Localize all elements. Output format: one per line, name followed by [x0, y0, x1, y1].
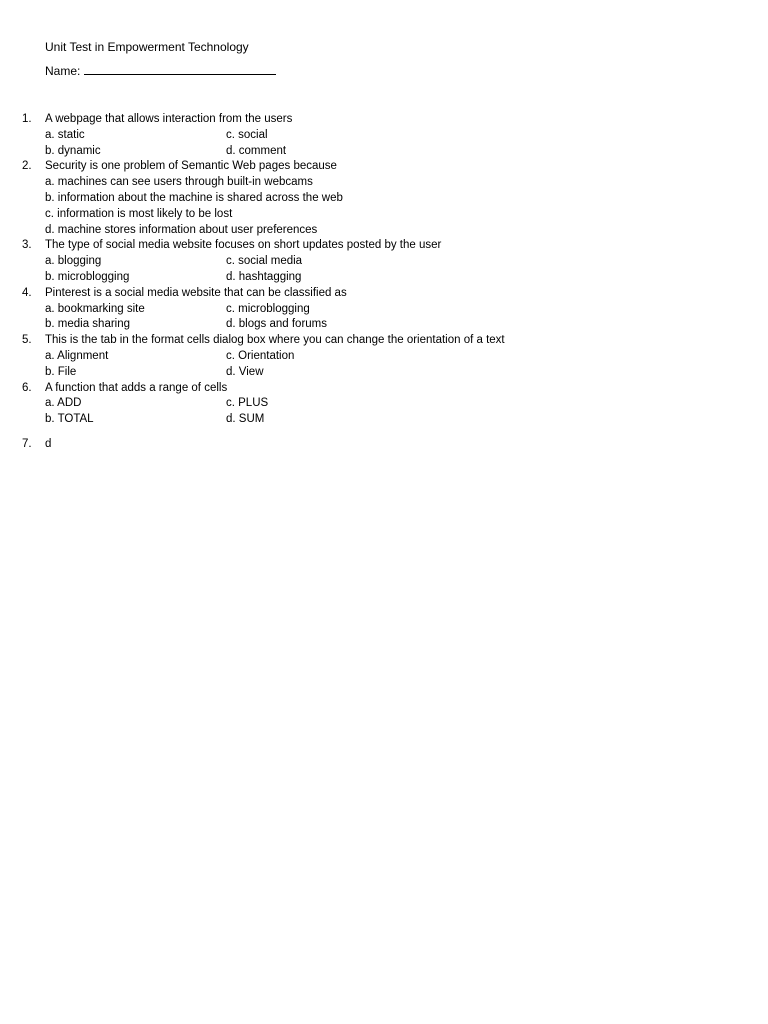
option-row [0, 223, 768, 239]
question-spacer [0, 428, 768, 437]
option-row [0, 349, 768, 365]
question-stem: d [45, 437, 52, 450]
answer-option: d. View [226, 365, 264, 378]
option-row [0, 207, 768, 223]
option-row [0, 365, 768, 381]
option-row [0, 191, 768, 207]
answer-option: a. bookmarking site [45, 302, 145, 315]
name-label: Name: [45, 64, 81, 78]
answer-option: b. TOTAL [45, 413, 94, 426]
answer-option: c. information is most likely to be lost [45, 207, 233, 220]
question-stem-row [0, 437, 768, 453]
document-title: Unit Test in Empowerment Technology [45, 40, 249, 54]
option-row [0, 144, 768, 160]
question-stem-row [0, 238, 768, 254]
question-number: 1. [22, 113, 32, 125]
name-blank-line [84, 63, 276, 75]
question-list [0, 112, 768, 453]
question-stem-row [0, 333, 768, 349]
answer-option: b. dynamic [45, 144, 101, 157]
answer-option: d. SUM [226, 413, 265, 426]
answer-option: c. microblogging [226, 302, 310, 315]
answer-option: d. blogs and forums [226, 318, 328, 331]
answer-option: a. blogging [45, 255, 102, 268]
answer-option: c. Orientation [226, 349, 295, 362]
answer-option: b. microblogging [45, 270, 130, 283]
option-row [0, 270, 768, 286]
option-row [0, 254, 768, 270]
question-number: 6. [22, 381, 32, 394]
option-row [0, 396, 768, 412]
answer-option: b. information about the machine is shared across the web [45, 191, 343, 204]
question-stem: Pinterest is a social media website that can be classified as [45, 286, 347, 299]
question-stem: A function that adds a range of cells [45, 381, 228, 394]
question-stem: Security is one problem of Semantic Web pages because [45, 160, 337, 173]
question-number: 4. [22, 286, 32, 299]
question-stem-row [0, 112, 768, 128]
name-field [45, 63, 276, 79]
answer-option: b. File [45, 365, 77, 378]
answer-option: d. hashtagging [226, 270, 302, 283]
answer-option: d. comment [226, 144, 287, 157]
answer-option: a. machines can see users through built-in webcams [45, 176, 313, 189]
question-number: 2. [22, 160, 32, 173]
answer-option: c. social media [226, 255, 303, 268]
answer-option: a. Alignment [45, 349, 109, 362]
question-stem: The type of social media website focuses on short updates posted by the user [45, 239, 442, 252]
question-number: 3. [22, 239, 32, 252]
answer-option: a. ADD [45, 397, 82, 410]
answer-option: c. PLUS [226, 397, 269, 410]
answer-option: c. social [226, 128, 268, 141]
question-stem-row [0, 286, 768, 302]
question-stem-row [0, 159, 768, 175]
option-row [0, 317, 768, 333]
answer-option: d. machine stores information about user preferences [45, 223, 318, 236]
option-row [0, 175, 768, 191]
option-row [0, 412, 768, 428]
answer-option: a. static [45, 128, 85, 141]
question-stem: This is the tab in the format cells dialog box where you can change the orientation of a text [45, 334, 505, 347]
option-row [0, 302, 768, 318]
question-number: 7. [22, 437, 32, 450]
question-stem-row [0, 381, 768, 397]
question-stem: A webpage that allows interaction from the users [45, 113, 293, 125]
question-number: 5. [22, 334, 32, 347]
option-row [0, 128, 768, 144]
answer-option: b. media sharing [45, 318, 131, 331]
